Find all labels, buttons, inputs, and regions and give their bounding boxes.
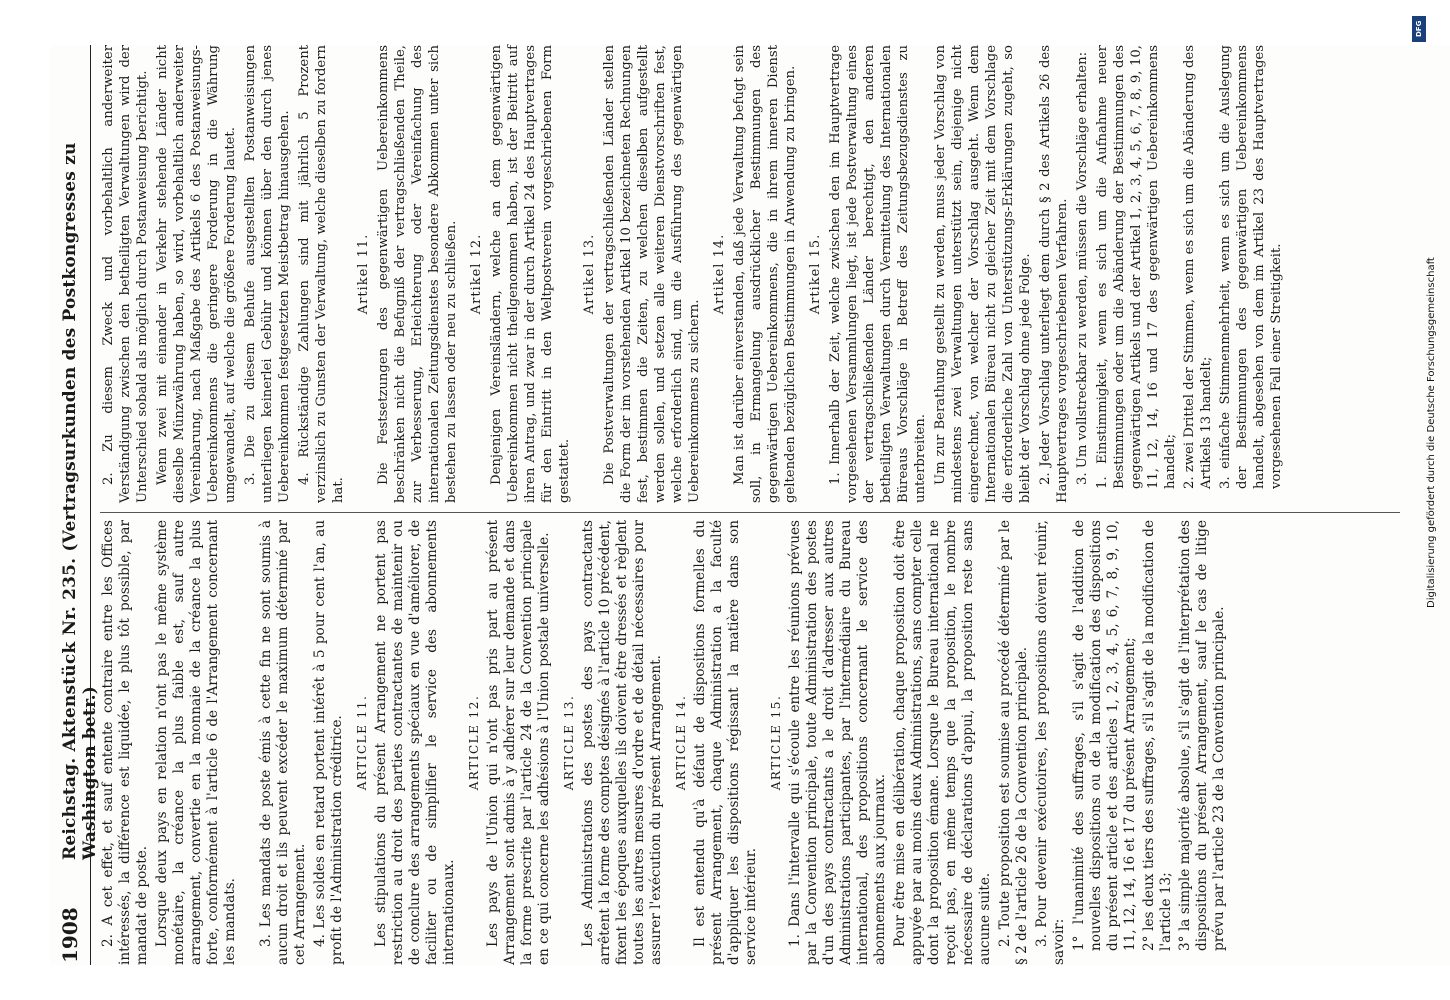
list-item: 3° la simple majorité absolue, s'il s'agit de l'interprétation des dispositions du présent Arrangement, sauf le cas de litige prévu par l'article 23 de la Convention principale. — [1177, 520, 1227, 951]
german-paragraph: 2. Zu diesem Zweck und vorbehaltlich anderweiter Verständigung zwischen den betheiligten Verwaltungen wird der Unterschied sobald als möglich durch Postanweisung berichtigt. — [101, 45, 150, 503]
column-divider — [100, 512, 1400, 513]
german-article-12-title: Artikel 12. — [469, 233, 484, 315]
german-paragraph: 3. Die zu diesem Behufe ausgestellten Postanweisungen unterliegen keinerlei Gebühr und können über den durch jenes Uebereinkommen festgesetzten Meistbetrag hinausgehen. — [243, 45, 292, 503]
german-paragraph: Wenn zwei mit einander in Verkehr stehende Länder nicht dieselbe Münzwährung haben, so wird, vorbehaltlich anderweiter Vereinbarung, nach Maßgabe des Artikels 6 des Postanweisungs-Uebereinkommens die geringere Forderung in die Währung umgewandelt, auf welche die größere Forderung lautet. — [155, 45, 238, 503]
page-title: Reichstag. Aktenstück Nr. 235. (Vertragsurkunden des Postkongresses zu Washington betr.) — [60, 142, 100, 860]
list-item: 3. einfache Stimmenmehrheit, wenn es sich um die Auslegung der Bestimmungen des gegenwärtigen Uebereinkommens handelt, abgesehen von dem im Artikel 23 des Hauptvertrages vorgesehenen Fall einer Streitigkeit. — [1218, 45, 1284, 489]
french-column — [100, 520, 1440, 965]
french-article-15-paragraph: Pour être mise en délibération, chaque proposition doit être appuyée par au moins deux Administrations, sans compter celle dont la proposition émane. Lorsque le Bureau international ne reçoit pas, en même temps que la proposition, le nombre nécessaire de déclarations d'appui, la proposition reste sans aucune suite. — [892, 520, 993, 965]
french-article-15-paragraph: 1. Dans l'intervalle qui s'écoule entre les réunions prévues par la Convention principale, toute Administration des postes d'un des pays contractants a le droit d'adresser aux autres Administrations participantes, par l'intermédiaire du Bureau international, des propositions concernant le service des abonnements aux journaux. — [787, 520, 888, 965]
list-item: 1. Einstimmigkeit, wenn es sich um die Aufnahme neuer Bestimmungen oder um die Abänderung der Bestimmungen des gegenwärtigen Artikels und der Artikel 1, 2, 3, 4, 5, 6, 7, 8, 9, 10, 11, 12, 14, 16 und 17 des gegenwärtigen Uebereinkommens handelt; — [1095, 45, 1178, 489]
german-article-11-title: Artikel 11. — [356, 233, 371, 315]
french-article-13-text: Les Administrations des postes des pays contractants arrêtent la forme des comptes désignés à l'article 10 précédent, fixent les époques auxquelles ils doivent être dressés et règlent toutes les autres mesures d'ordre et de détail nécessaires pour assurer l'exécution du présent Arrangement. — [580, 520, 664, 965]
german-article-13-title: Artikel 13. — [582, 233, 597, 315]
french-article-12-title: ARTICLE 12. — [467, 694, 481, 791]
german-article-12-text: Denjenigen Vereinsländern, welche an dem gegenwärtigen Uebereinkommen nicht theilgenommen haben, ist der Beitritt auf ihren Antrag, und zwar in der durch Artikel 24 des Hauptvertrages für den Eintritt in den Weltpostverein vorgeschriebenen Form gestattet. — [489, 45, 572, 503]
credit-text: Digitalisierung gefördert durch die Deutsche Forschungsgemeinschaft — [1426, 257, 1437, 608]
german-article-15-title: Artikel 15. — [808, 233, 823, 315]
french-article-12-text: Les pays de l'Union qui n'ont pas pris part au présent Arrangement sont admis à y adhérer sur leur demande et dans la forme prescrite par l'article 24 de la Convention principale en ce qui concerne les adhésions à l'Union postale universelle. — [485, 520, 552, 965]
french-article-15-paragraph: 2. Toute proposition est soumise au procédé déterminé par le § 2 de l'article 26 de la Convention principale. — [997, 520, 1030, 965]
page-header — [50, 45, 100, 965]
german-article-13-text: Die Postverwaltungen der vertragschließenden Länder stellen die Form der im vorstehenden Artikel 10 bezeichneten Rechnungen fest, bestimmen die Zeiten, zu welchen dieselben aufgestellt werden sollen, und setzen alle weiteren Dienstvorschriften fest, welche erforderlich sind, um die Ausführung des gegenwärtigen Uebereinkommens zu sichern. — [602, 45, 702, 503]
rotated-document-page — [50, 45, 1450, 965]
french-article-14-text: Il est entendu qu'à défaut de dispositions formelles du présent Arrangement, chaque Administration a la faculté d'appliquer les dispositions régissant la matière dans son service intérieur. — [692, 520, 759, 965]
french-article-11-title: ARTICLE 11. — [355, 694, 369, 791]
french-paragraph: 4. Les soldes en retard portent intérêt à 5 pour cent l'an, au profit de l'Administration créditrice. — [312, 520, 345, 965]
french-article-15-paragraph: 3. Pour devenir exécutoires, les propositions doivent réunir, savoir: — [1034, 520, 1067, 965]
german-article-15-paragraph: Um zur Berathung gestellt zu werden, muss jeder Vorschlag von mindestens zwei Verwaltungen unterstützt sein, diejenige nicht eingerechnet, von welcher der Vorschlag ausgeht. Wenn dem Internationalen Büreau nicht zu gleicher Zeit mit dem Vorschlage die erforderliche Zahl von Unterstützungs-Erklärungen zugeht, so bleibt der Vorschlag ohne jede Folge. — [933, 45, 1033, 503]
german-column — [100, 45, 1440, 503]
german-paragraph: 4. Rückständige Zahlungen sind mit jährlich 5 Prozent verzinslich zu Gunsten der Verwaltung, welche dieselben zu fordern hat. — [297, 45, 346, 503]
digitization-credit — [1410, 8, 1437, 998]
german-article-15-paragraph: 3. Um vollstreckbar zu werden, müssen die Vorschläge erhalten: — [1075, 51, 1090, 485]
german-article-14-text: Man ist darüber einverstanden, daß jede Verwaltung befugt sein soll, in Ermangelung ausdrücklicher Bestimmungen des gegenwärtigen Uebereinkommens, die in ihrem inneren Dienst geltenden bezüglichen Bestimmungen in Anwendung zu bringen. — [732, 45, 798, 503]
list-item: 2° les deux tiers des suffrages, s'il s'agit de la modification de l'article 13; — [1141, 520, 1174, 951]
french-paragraph: 2. A cet effet, et sauf entente contraire entre les Offices intéressés, la différence est liquidée, le plus tôt possible, par mandat de poste. — [100, 520, 150, 965]
page-number: 1908 — [58, 907, 82, 963]
dfg-logo: DFG — [1412, 16, 1426, 42]
french-article-15-title: ARTICLE 15. — [769, 694, 783, 791]
french-article-14-title: ARTICLE 14. — [674, 694, 688, 791]
list-item: 1° l'unanimité des suffrages, s'il s'agit de l'addition de nouvelles dispositions ou de la modification des dispositions du présent article et des articles 1, 2, 3, 4, 5, 6, 7, 8, 9, 10, 11, 12, 14, 16 et 17 du présent Arrangement; — [1071, 520, 1138, 951]
french-voting-list — [1071, 520, 1228, 965]
french-article-11-text: Les stipulations du présent Arrangement ne portent pas restriction au droit des parties contractantes de maintenir ou de conclure des arrangements spéciaux en vue d'améliorer, de faciliter ou de simplifier le service des abonnements internationaux. — [373, 520, 457, 965]
german-article-14-title: Artikel 14. — [712, 233, 727, 315]
french-article-13-title: ARTICLE 13. — [562, 694, 576, 791]
list-item: 2. zwei Drittel der Stimmen, wenn es sich um die Abänderung des Artikels 13 handelt; — [1182, 45, 1214, 489]
german-article-15-paragraph: 2. Jeder Vorschlag unterliegt dem durch § 2 des Artikels 26 des Hauptvertrages vorgeschriebenen Verfahren. — [1038, 45, 1070, 503]
german-voting-list — [1094, 45, 1285, 503]
german-article-15-paragraph: 1. Innerhalb der Zeit, welche zwischen den im Hauptvertrage vorgesehenen Versammlungen liegt, ist jede Postverwaltung eines der vertragschließenden Länder berechtigt, den anderen betheiligten Verwaltungen durch Vermittelung des Internationalen Büreaus Vorschläge in Betreff des Zeitungsbezugsdienstes zu unterbreiten. — [828, 45, 928, 503]
french-paragraph: Lorsque deux pays en relation n'ont pas le même système monétaire, la créance la plus faible est, sauf autre arrangement, convertie en la monnaie de la créance la plus forte, conformément à l'article 6 de l'Arrangement concernant les mandats. — [154, 520, 238, 965]
french-paragraph: 3. Les mandats de poste émis à cette fin ne sont soumis à aucun droit et ils peuvent excéder le maximum déterminé par cet Arrangement. — [258, 520, 308, 965]
german-article-11-text: Die Festsetzungen des gegenwärtigen Uebereinkommens beschränken nicht die Befugniß der vertragschließenden Theile, zur Verbesserung, Erleichterung oder Vereinfachung des internationalen Zeitungsdienstes besondere Abkommen unter sich bestehen zu lassen oder neu zu schließen. — [376, 45, 459, 503]
